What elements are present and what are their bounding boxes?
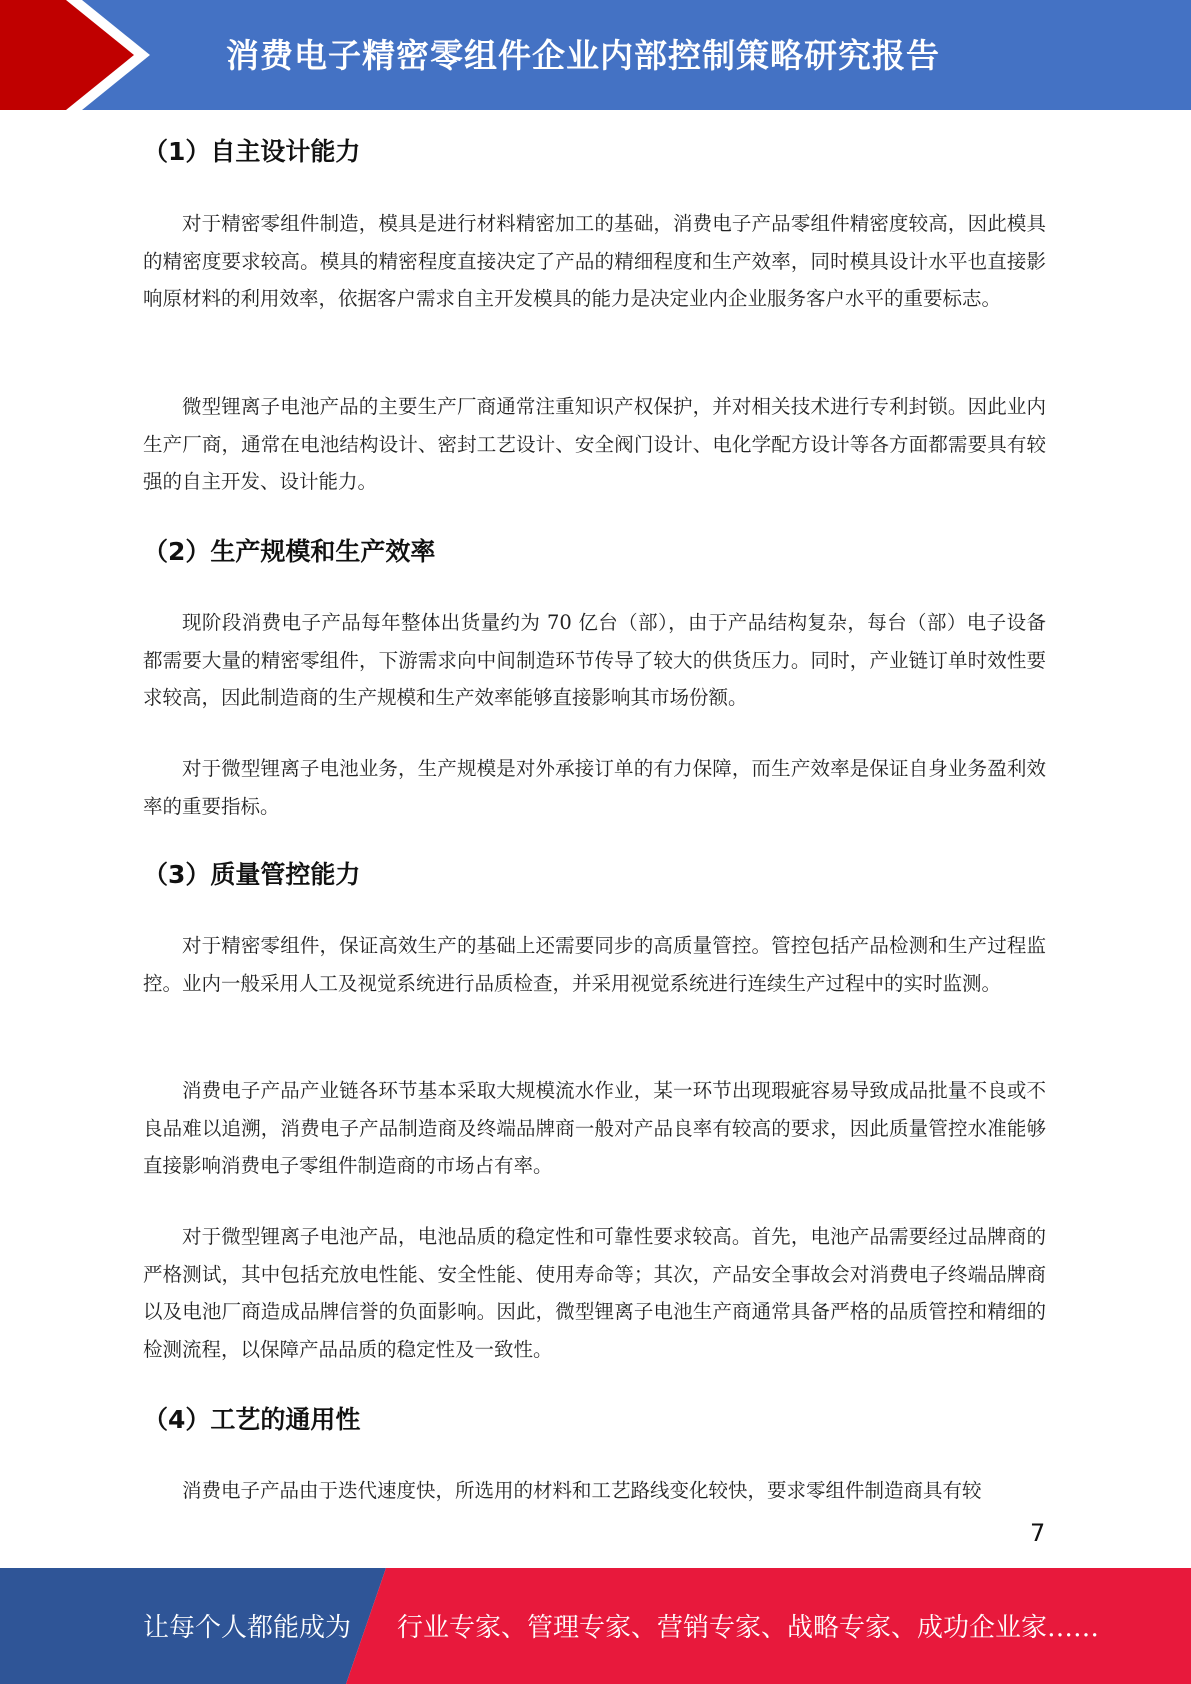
paragraph: 消费电子产品由于迭代速度快，所选用的材料和工艺路线变化较快，要求零组件制造商具有较 [182,1479,982,1502]
report-title: 消费电子精密零组件企业内部控制策略研究报告 [226,36,940,75]
page-number: 7 [1030,1519,1046,1547]
paragraph: 消费电子产品产业链各环节基本采取大规模流水作业，某一环节出现瑕疵容易导致成品批量不良或不良品难以追溯，消费电子产品制造商及终端品牌商一般对产品良率有较高的要求，因此质量管控水准能够直接影响消费电子零组件制造商的市场占有率。 [143,1079,1046,1177]
paragraph: 对于微型锂离子电池产品，电池品质的稳定性和可靠性要求较高。首先，电池产品需要经过品牌商的严格测试，其中包括充放电性能、安全性能、使用寿命等；其次，产品安全事故会对消费电子终端品牌商以及电池厂商造成品牌信誉的负面影响。因此，微型锂离子电池生产商通常具备严格的品质管控和精细的检测流程，以保障产品品质的稳定性及一致性。 [143,1225,1046,1361]
paragraph: 现阶段消费电子产品每年整体出货量约为 70 亿台（部），由于产品结构复杂，每台（部）电子设备都需要大量的精密零组件，下游需求向中间制造环节传导了较大的供货压力。同时，产业链订单时效性要求较高，因此制造商的生产规模和生产效率能够直接影响其市场份额。 [143,611,1046,709]
paragraph: 对于精密零组件制造，模具是进行材料精密加工的基础，消费电子产品零组件精密度较高，因此模具的精密度要求较高。模具的精密程度直接决定了产品的精细程度和生产效率，同时模具设计水平也直接影响原材料的利用效率，依据客户需求自主开发模具的能力是决定业内企业服务客户水平的重要标志。 [143,212,1046,310]
section-heading-3: （3）质量管控能力 [143,860,361,889]
report-header-banner [0,0,1191,110]
footer-banner [0,1568,1191,1684]
paragraph: 对于精密零组件，保证高效生产的基础上还需要同步的高质量管控。管控包括产品检测和生产过程监控。业内一般采用人工及视觉系统进行品质检查，并采用视觉系统进行连续生产过程中的实时监测。 [143,934,1046,995]
section-heading-1: （1）自主设计能力 [143,137,361,166]
paragraph: 对于微型锂离子电池业务，生产规模是对外承接订单的有力保障，而生产效率是保证自身业务盈利效率的重要指标。 [143,757,1046,818]
footer-slogan-left: 让每个人都能成为 [143,1613,352,1643]
footer-slogan-right: 行业专家、管理专家、营销专家、战略专家、成功企业家…… [397,1613,1100,1643]
paragraph: 微型锂离子电池产品的主要生产厂商通常注重知识产权保护，并对相关技术进行专利封锁。因此业内生产厂商，通常在电池结构设计、密封工艺设计、安全阀门设计、电化学配方设计等各方面都需要具有较强的自主开发、设计能力。 [143,395,1046,493]
section-heading-4: （4）工艺的通用性 [143,1405,361,1434]
section-heading-2: （2）生产规模和生产效率 [143,537,436,566]
